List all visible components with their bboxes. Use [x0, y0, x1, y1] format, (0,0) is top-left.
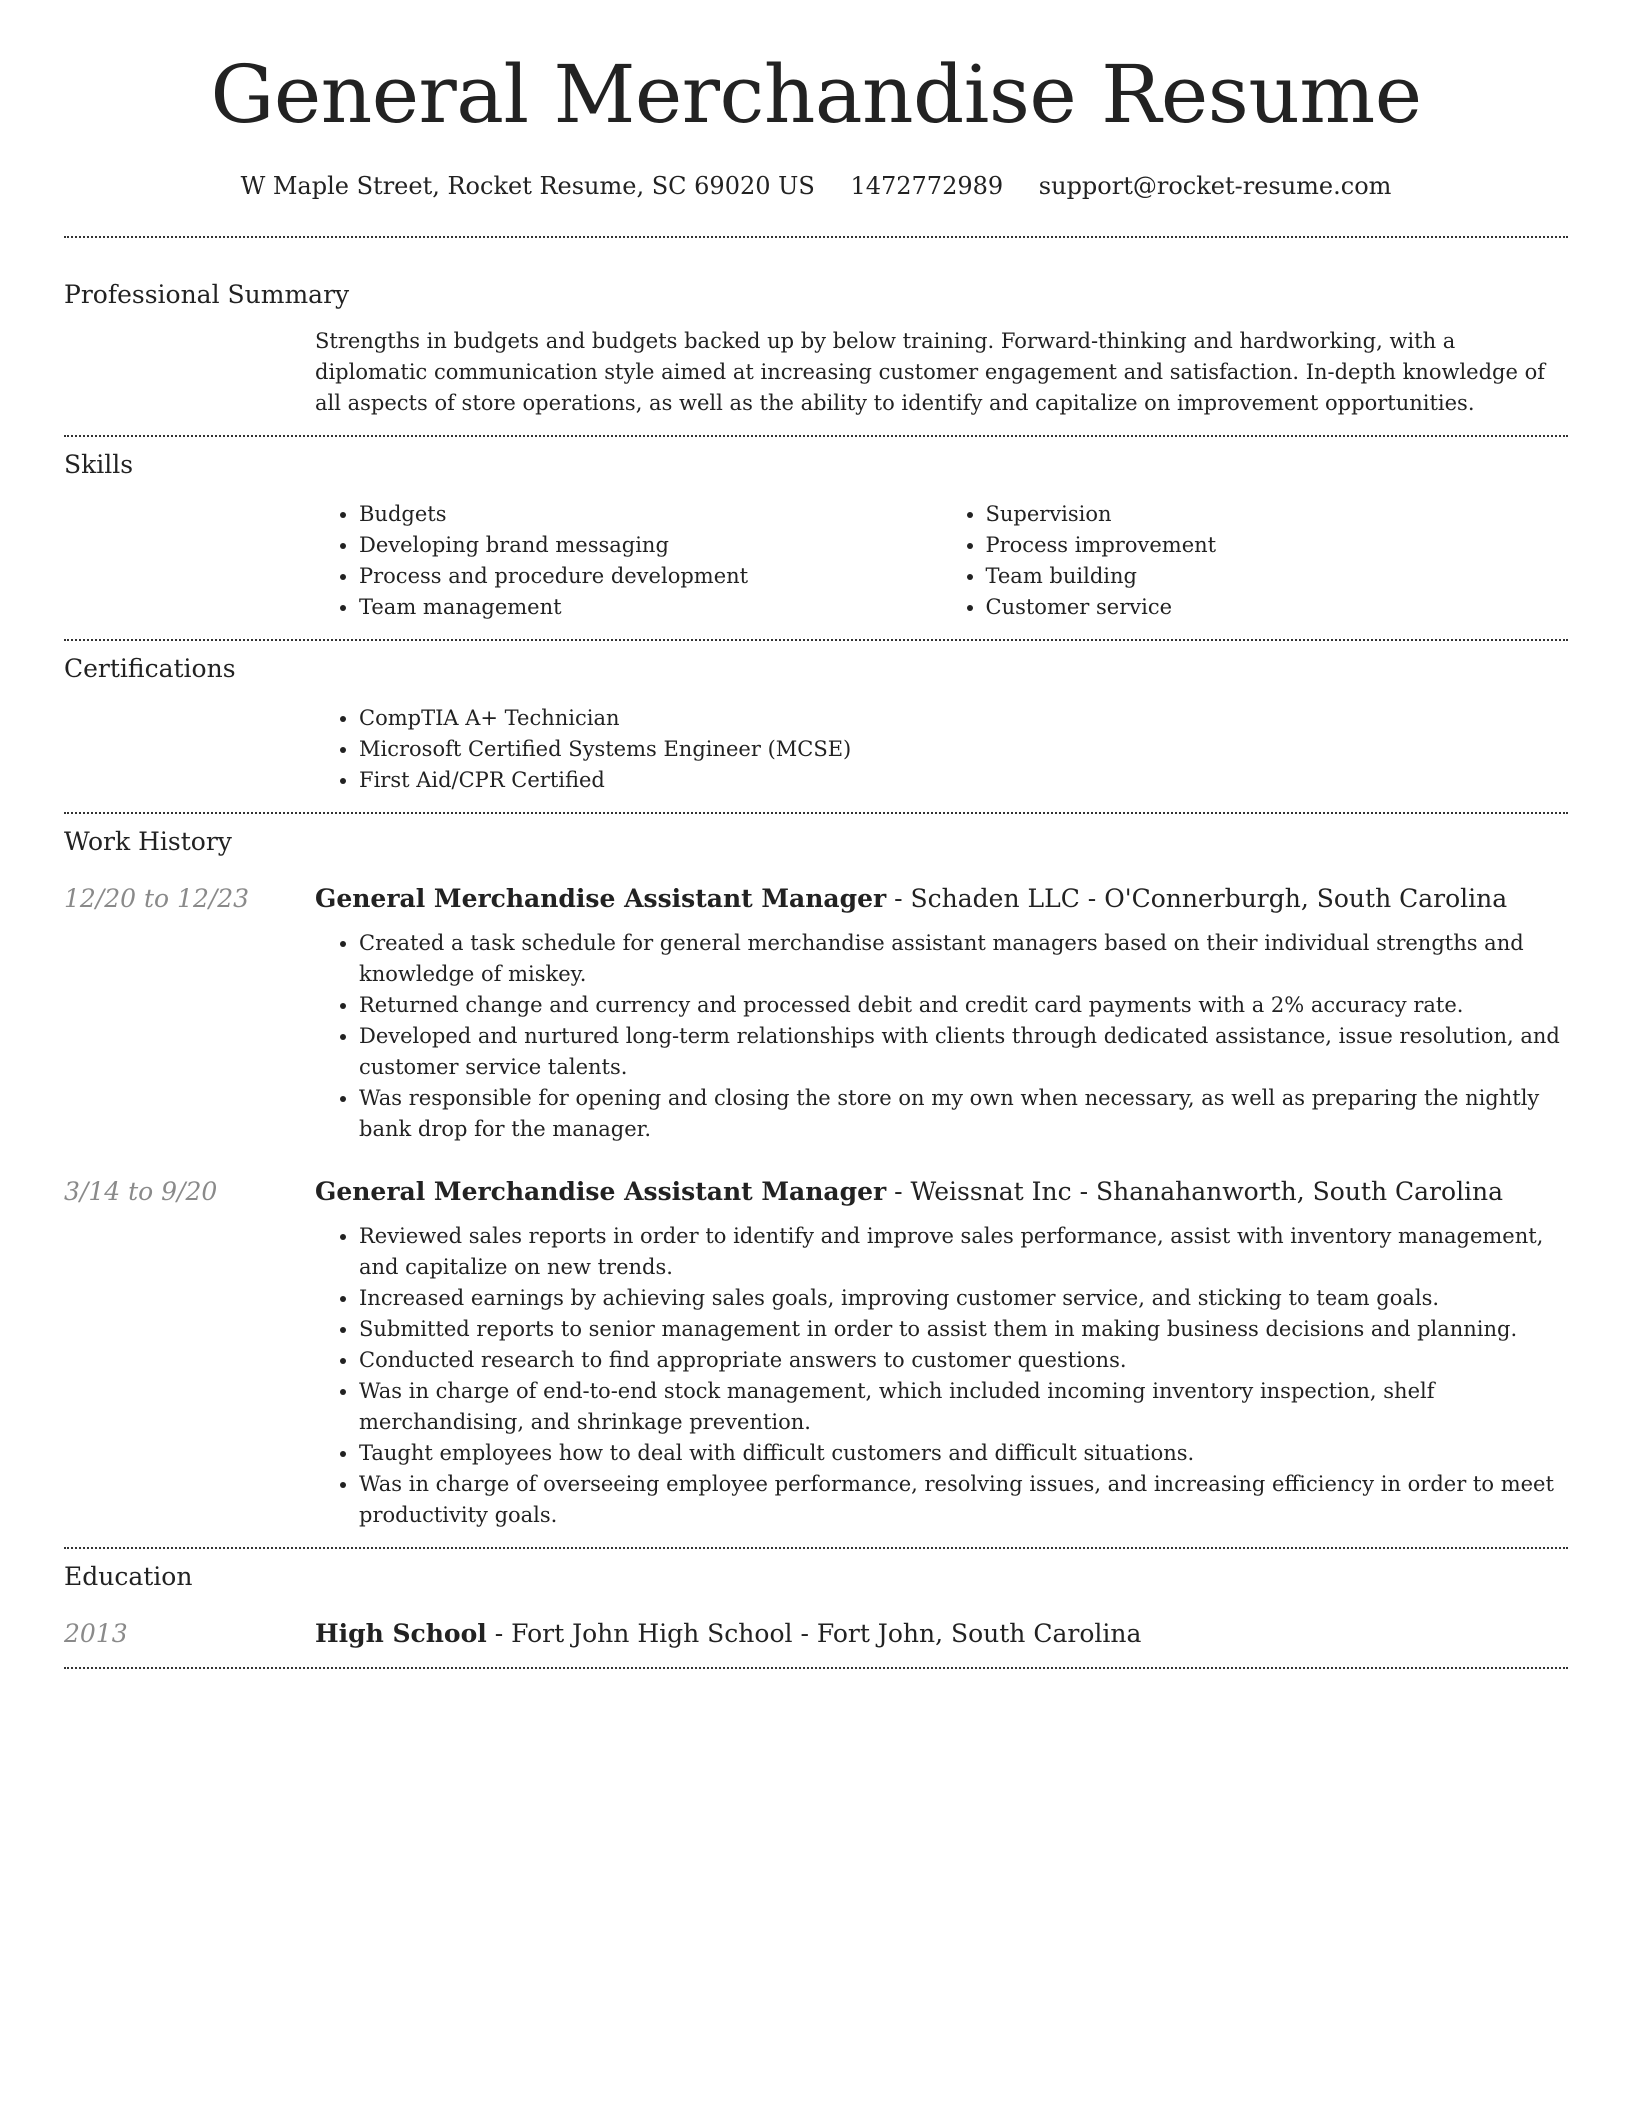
skill-item: • Budgets — [359, 499, 942, 530]
job-bullet: • Conducted research to find appropriate answers to customer questions. — [359, 1345, 1568, 1376]
education-title-line — [315, 1617, 1141, 1651]
job-dates: 3/14 to 9/20 — [64, 1177, 218, 1206]
work-heading: Work History — [64, 827, 232, 856]
certifications-heading: Certifications — [64, 654, 236, 683]
summary-text: Strengths in budgets and budgets backed up by below training. Forward-thinking and hardworking, with a diplomatic communication style aimed at increasing customer engagement and satisfaction. In-depth knowledge of all aspects of store operations, as well as the ability to identify and capitalize on improvement opportunities. — [315, 329, 1545, 415]
job-employer: - Schaden LLC - O'Connerburgh, South Carolina — [886, 884, 1508, 913]
contact-email: support@rocket-resume.com — [1038, 172, 1392, 200]
job-bullet: • Submitted reports to senior management in order to assist them in making business decisions and planning. — [359, 1314, 1568, 1345]
job-entry — [64, 882, 1568, 1145]
certifications-list — [315, 703, 1568, 796]
job-bullets — [315, 928, 1568, 1145]
job-bullet: • Was in charge of overseeing employee performance, resolving issues, and increasing efficiency in order to meet productivity goals. — [359, 1469, 1568, 1531]
summary-heading: Professional Summary — [64, 280, 350, 309]
skills-grid — [315, 499, 1568, 623]
job-entry — [64, 1175, 1568, 1531]
divider — [64, 1667, 1568, 1669]
job-details — [315, 1221, 1568, 1531]
education-degree: High School — [315, 1619, 487, 1648]
job-title-line — [315, 882, 1507, 916]
summary-section — [64, 278, 1568, 419]
summary-content — [315, 326, 1568, 419]
job-bullet: • Was in charge of end-to-end stock management, which included incoming inventory inspection, shelf merchandising, and shrinkage prevention. — [359, 1376, 1568, 1438]
education-school: - Fort John High School - Fort John, South Carolina — [486, 1619, 1142, 1648]
job-bullet: • Increased earnings by achieving sales goals, improving customer service, and sticking to team goals. — [359, 1283, 1568, 1314]
certifications-section — [64, 652, 1568, 796]
skills-left-list — [315, 499, 942, 623]
resume-page — [64, 0, 1568, 1669]
job-role: General Merchandise Assistant Manager — [315, 884, 887, 913]
skill-item: • Supervision — [986, 499, 1569, 530]
divider — [64, 435, 1568, 437]
job-title-line — [315, 1175, 1503, 1209]
skill-item: • Process and procedure development — [359, 561, 942, 592]
job-header — [64, 1175, 1568, 1209]
certification-item: • CompTIA A+ Technician — [359, 703, 1568, 734]
education-entry — [64, 1617, 1568, 1651]
divider — [64, 236, 1568, 238]
job-bullet: • Was responsible for opening and closing the store on my own when necessary, as well as preparing the nightly bank drop for the manager. — [359, 1083, 1568, 1145]
skill-item: • Process improvement — [986, 530, 1569, 561]
job-header — [64, 882, 1568, 916]
job-dates: 12/20 to 12/23 — [64, 884, 250, 913]
divider — [64, 639, 1568, 641]
skill-item: • Developing brand messaging — [359, 530, 942, 561]
skill-item: • Team management — [359, 592, 942, 623]
certifications-content — [315, 703, 1568, 796]
job-bullet: • Developed and nurtured long-term relationships with clients through dedicated assistance, issue resolution, and customer service talents. — [359, 1021, 1568, 1083]
education-heading: Education — [64, 1562, 193, 1591]
contact-phone: 1472772989 — [850, 172, 1004, 200]
education-year: 2013 — [64, 1619, 128, 1648]
job-details — [315, 928, 1568, 1145]
divider — [64, 1547, 1568, 1549]
skill-item: • Customer service — [986, 592, 1569, 623]
job-bullet: • Returned change and currency and processed debit and credit card payments with a 2% accuracy rate. — [359, 990, 1568, 1021]
education-section — [64, 1560, 1568, 1651]
divider — [64, 812, 1568, 814]
certification-item: • First Aid/CPR Certified — [359, 765, 1568, 796]
skills-section — [64, 448, 1568, 623]
skill-item: • Team building — [986, 561, 1569, 592]
education-header — [64, 1617, 1568, 1651]
skills-heading: Skills — [64, 450, 134, 479]
contact-line — [64, 170, 1568, 202]
job-role: General Merchandise Assistant Manager — [315, 1177, 887, 1206]
job-bullet: • Taught employees how to deal with difficult customers and difficult situations. — [359, 1438, 1568, 1469]
certification-item: • Microsoft Certified Systems Engineer (MCSE) — [359, 734, 1568, 765]
contact-address: W Maple Street, Rocket Resume, SC 69020 US — [240, 172, 815, 200]
resume-title: General Merchandise Resume — [210, 48, 1422, 141]
work-section — [64, 825, 1568, 1531]
skills-right-list — [942, 499, 1569, 623]
job-employer: - Weissnat Inc - Shanahanworth, South Carolina — [886, 1177, 1504, 1206]
job-bullet: • Reviewed sales reports in order to identify and improve sales performance, assist with inventory management, and capitalize on new trends. — [359, 1221, 1568, 1283]
job-bullets — [315, 1221, 1568, 1531]
job-bullet: • Created a task schedule for general merchandise assistant managers based on their individual strengths and knowledge of miskey. — [359, 928, 1568, 990]
